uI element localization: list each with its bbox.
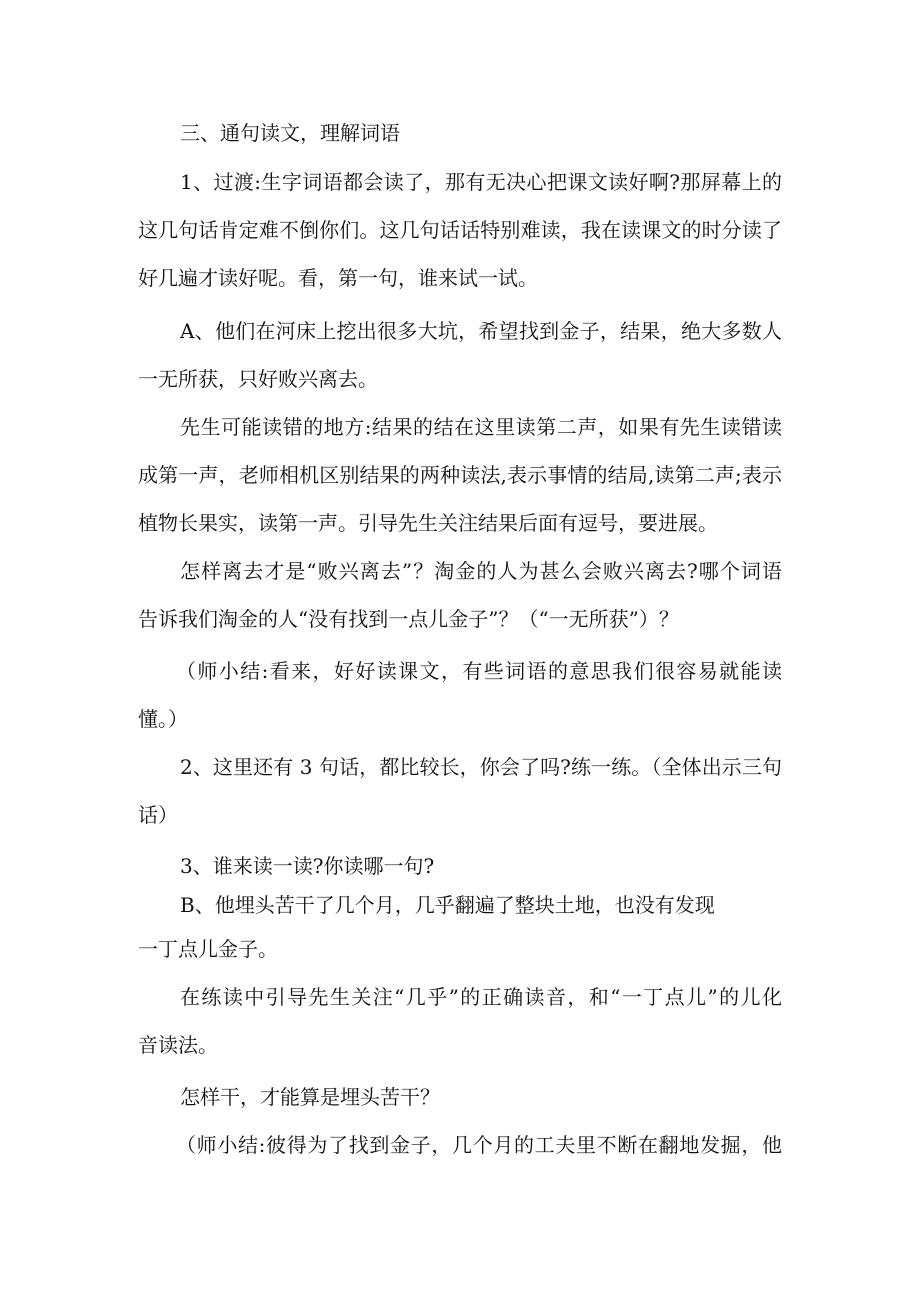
- example-sentence-line: 一丁点儿金子。: [138, 937, 278, 961]
- section-heading: 三、通句读文，理解词语: [180, 121, 400, 145]
- paragraph-line: 怎样离去才是“败兴离去”？淘金的人为甚么会败兴离去?哪个词语: [180, 559, 782, 583]
- teacher-summary-line: 懂。）: [138, 707, 188, 731]
- paragraph-line: 话）: [138, 803, 178, 827]
- paragraph-line: 好几遍才读好呢。看，第一句，谁来试一试。: [138, 266, 538, 290]
- example-sentence-line: 一无所获，只好败兴离去。: [138, 367, 378, 391]
- paragraph-line: 3、谁来读一读?你读哪一句?: [180, 854, 435, 878]
- paragraph-line: 音读法。: [138, 1033, 218, 1057]
- example-sentence-line: A、他们在河床上挖出很多大坑，希望找到金子，结果，绝大多数人: [180, 319, 782, 343]
- paragraph-line: 植物长果实，读第一声。引导先生关注结果后面有逗号，要进展。: [138, 511, 718, 535]
- paragraph-line: 成第一声，老师相机区别结果的两种读法,表示事情的结局,读第二声;表示: [138, 463, 782, 487]
- paragraph-line: 在练读中引导先生关注“几乎”的正确读音，和“一丁点儿”的儿化: [180, 985, 782, 1009]
- paragraph-line: 告诉我们淘金的人“没有找到一点儿金子”？（“一无所获”）？: [138, 607, 679, 631]
- teacher-summary-line: （师小结:看来，好好读课文，有些词语的意思我们很容易就能读: [176, 659, 782, 683]
- paragraph-line: 2、这里还有 3 句话，都比较长，你会了吗?练一练。（全体出示三句: [180, 755, 782, 779]
- paragraph-line: 1、过渡:生字词语都会读了，那有无决心把课文读好啊?那屏幕上的: [180, 170, 782, 194]
- paragraph-line: 先生可能读错的地方:结果的结在这里读第二声，如果有先生读错读: [180, 415, 782, 439]
- example-sentence-line: B、他埋头苦干了几个月，几乎翻遍了整块土地，也没有发现: [180, 893, 715, 917]
- teacher-summary-line: （师小结:彼得为了找到金子，几个月的工夫里不断在翻地发掘，他: [176, 1133, 782, 1157]
- paragraph-line: 这几句话肯定难不倒你们。这几句话话特别难读，我在读课文的时分读了: [138, 218, 782, 242]
- paragraph-line: 怎样干，才能算是埋头苦干？: [180, 1085, 440, 1109]
